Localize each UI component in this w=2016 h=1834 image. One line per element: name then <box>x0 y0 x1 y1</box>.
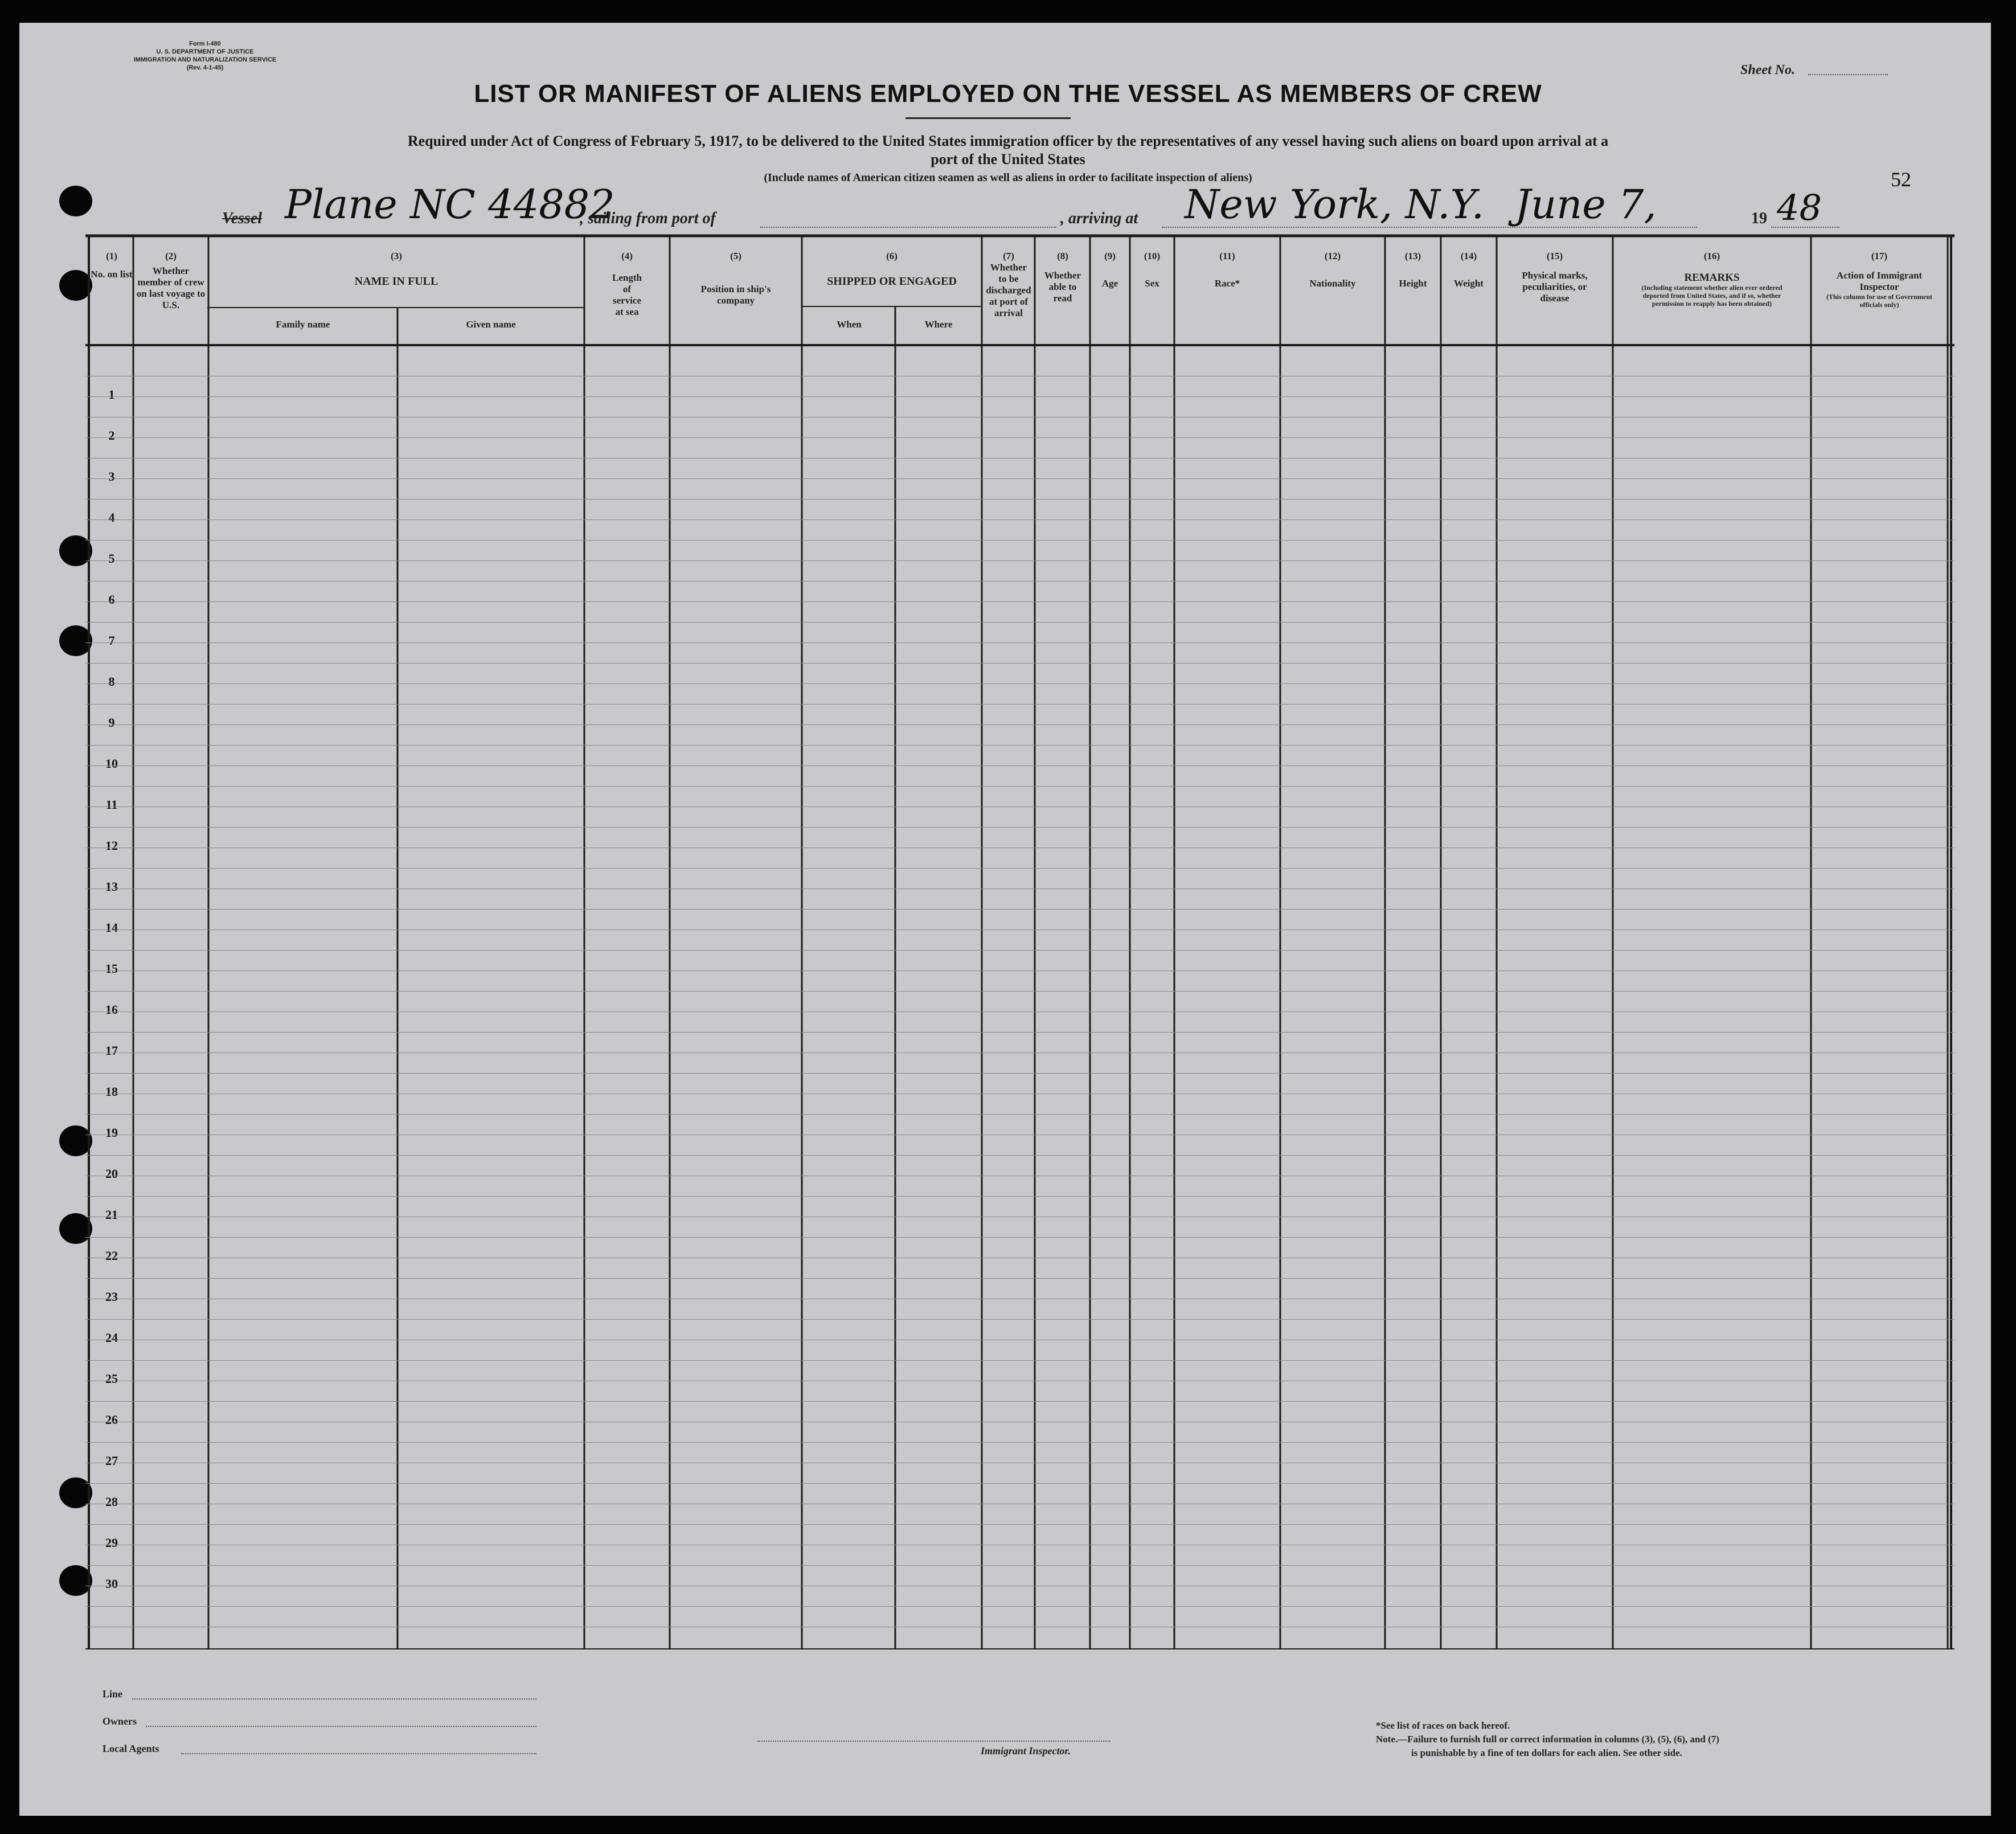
row-number: 15 <box>105 961 118 976</box>
crew-manifest-table <box>85 234 1954 1649</box>
row-number: 13 <box>105 879 118 894</box>
row-number: 20 <box>105 1166 118 1181</box>
table-row[interactable] <box>85 1606 1954 1607</box>
row-number: 18 <box>105 1084 118 1099</box>
punch-hole <box>59 186 92 216</box>
local-agents-field[interactable] <box>181 1753 536 1754</box>
col11-label: Race* <box>1214 278 1240 289</box>
table-row[interactable] <box>85 437 1954 438</box>
table-row[interactable] <box>85 581 1954 582</box>
owners-field[interactable] <box>146 1726 536 1727</box>
table-row[interactable] <box>85 950 1954 951</box>
col16-header: (16) REMARKS (Including statement whether alien ever ordered deported from United States, and if so, whether permission to reapply has been obtained) <box>1614 251 1810 308</box>
table-row[interactable] <box>85 1237 1954 1238</box>
table-row[interactable] <box>85 1073 1954 1074</box>
table-row[interactable] <box>85 1155 1954 1156</box>
row-number: 29 <box>105 1536 118 1550</box>
row-number: 10 <box>105 756 118 771</box>
col9-header: (9) Age <box>1091 251 1129 289</box>
row-number: 26 <box>105 1413 118 1427</box>
col8-header: (8) Whether able to read <box>1036 251 1089 304</box>
col3-label: NAME IN FULL <box>354 275 439 288</box>
penalty-note-line2: is punishable by a fine of ten dollars for each alien. See other side. <box>1411 1747 1682 1758</box>
col4-label: Length of service at sea <box>612 272 642 317</box>
col2-header: (2) Whether member of crew on last voyage to U.S. <box>134 251 207 311</box>
row-number: 27 <box>105 1454 118 1468</box>
row-number: 19 <box>105 1125 118 1140</box>
department-name: U. S. DEPARTMENT OF JUSTICE <box>156 48 254 55</box>
penalty-note-line1: Note.—Failure to furnish full or correct information in columns (3), (5), (6), and (7) <box>1376 1734 1719 1745</box>
table-row[interactable] <box>85 499 1954 500</box>
table-row[interactable] <box>85 1319 1954 1320</box>
table-row[interactable] <box>85 396 1954 397</box>
page-number: 52 <box>1891 168 1911 191</box>
table-row[interactable] <box>85 1483 1954 1484</box>
col17-note: (This column for use of Government officials only) <box>1826 293 1933 309</box>
col14-label: Weight <box>1454 278 1484 289</box>
table-row[interactable] <box>85 1278 1954 1279</box>
title-underline <box>905 117 1071 119</box>
table-row[interactable] <box>85 1524 1954 1525</box>
vessel-label: Vessel <box>222 210 262 227</box>
col15-header: (15) Physical marks, peculiarities, or disease <box>1498 251 1612 304</box>
row-number: 23 <box>105 1289 118 1304</box>
row-number: 2 <box>108 428 115 443</box>
row-number: 17 <box>105 1043 118 1058</box>
col16-label: REMARKS <box>1684 272 1740 284</box>
col13-header: (13) Height <box>1386 251 1440 289</box>
col12-header: (12) Nationality <box>1281 251 1384 289</box>
row-number: 24 <box>105 1331 118 1345</box>
subtitle-line2: port of the United States <box>931 151 1085 167</box>
table-row[interactable] <box>85 1032 1954 1033</box>
col12-label: Nationality <box>1309 278 1356 289</box>
inspector-signature-field[interactable] <box>757 1741 1111 1742</box>
service-name: IMMIGRATION AND NATURALIZATION SERVICE <box>133 56 277 63</box>
col2-label: Whether member of crew on last voyage to U.S. <box>136 265 206 310</box>
row-number: 9 <box>108 715 115 730</box>
row-number: 5 <box>108 551 115 566</box>
page-title: LIST OR MANIFEST OF ALIENS EMPLOYED ON THE VESSEL AS MEMBERS OF CREW <box>474 80 1542 108</box>
row-number: 25 <box>105 1372 118 1386</box>
row-number: 8 <box>108 674 115 689</box>
col7-label: Whether to be discharged at port of arrival <box>986 262 1031 318</box>
row-number: 3 <box>108 469 115 484</box>
row-number: 1 <box>108 387 115 402</box>
table-row[interactable] <box>85 519 1954 520</box>
col11-header: (11) Race* <box>1175 251 1279 289</box>
col4-header: (4) Length of service at sea <box>585 251 669 318</box>
family-name-header: Family name <box>276 319 330 330</box>
row-number: 21 <box>105 1207 118 1222</box>
row-number: 4 <box>108 510 115 525</box>
sailing-label: , sailing from port of <box>580 210 716 227</box>
form-revision: (Rev. 4-1-45) <box>186 64 224 71</box>
row-number: 16 <box>105 1002 118 1017</box>
table-row[interactable] <box>85 560 1954 561</box>
immigrant-inspector-label: Immigrant Inspector. <box>981 1745 1071 1757</box>
col6-label: SHIPPED OR ENGAGED <box>827 275 957 288</box>
table-row[interactable] <box>85 458 1954 459</box>
table-row[interactable] <box>85 704 1954 705</box>
race-note: *See list of races on back hereof. <box>1376 1720 1510 1731</box>
where-header: Where <box>924 319 953 330</box>
row-number: 6 <box>108 592 115 607</box>
table-row[interactable] <box>85 663 1954 664</box>
table-row[interactable] <box>85 1442 1954 1443</box>
year-prefix: 19 <box>1751 210 1767 227</box>
col16-note: (Including statement whether alien ever ordered deported from United States, and if so, whether permission to reapply has been obtained) <box>1641 284 1783 308</box>
when-header: When <box>837 319 862 330</box>
table-row[interactable] <box>85 1565 1954 1566</box>
sheet-number-label: Sheet No. <box>1740 63 1795 77</box>
col13-label: Height <box>1399 278 1427 289</box>
subtitle-note: (Include names of American citizen seamen as well as aliens in order to facilitate inspection of aliens) <box>764 171 1252 184</box>
col1-label: No. on list <box>91 269 133 280</box>
col17-label: Action of Immigrant Inspector <box>1836 270 1923 292</box>
table-row[interactable] <box>85 1401 1954 1402</box>
subtitle-line1: Required under Act of Congress of February 5, 1917, to be delivered to the United States immigration officer by the representatives of any vessel having such aliens on board upon arrival at a <box>407 133 1609 149</box>
local-agents-label: Local Agents <box>103 1743 159 1754</box>
col10-header: (10) Sex <box>1131 251 1173 289</box>
col17-header: (17) Action of Immigrant Inspector (This column for use of Government officials only) <box>1812 251 1947 309</box>
given-name-header: Given name <box>466 319 516 330</box>
table-grid <box>85 234 1954 1649</box>
table-row[interactable] <box>85 991 1954 992</box>
table-row[interactable] <box>85 683 1954 684</box>
sheet-number-field[interactable] <box>1808 74 1888 75</box>
sailing-from-field[interactable] <box>760 227 1056 228</box>
arriving-label: , arriving at <box>1060 210 1138 227</box>
table-row[interactable] <box>85 868 1954 869</box>
row-number: 30 <box>105 1577 118 1591</box>
col5-header: (5) Position in ship's company <box>671 251 801 306</box>
table-row[interactable] <box>85 765 1954 766</box>
table-row[interactable] <box>85 724 1954 725</box>
table-row[interactable] <box>85 1360 1954 1361</box>
table-row[interactable] <box>85 909 1954 910</box>
row-number: 11 <box>105 797 118 812</box>
col6-header: (6) SHIPPED OR ENGAGED <box>803 251 981 287</box>
table-row[interactable] <box>85 1114 1954 1115</box>
col10-label: Sex <box>1145 278 1159 289</box>
row-number: 14 <box>105 920 118 935</box>
owners-label: Owners <box>103 1716 137 1727</box>
table-row[interactable] <box>85 642 1954 643</box>
table-row[interactable] <box>85 745 1954 746</box>
form-number: Form I-480 <box>189 40 221 47</box>
col3-header: (3) NAME IN FULL <box>210 251 583 287</box>
line-label: Line <box>103 1688 123 1700</box>
col14-header: (14) Weight <box>1442 251 1495 289</box>
row-number: 7 <box>108 633 115 648</box>
row-number: 28 <box>105 1495 118 1509</box>
row-number: 12 <box>105 838 118 853</box>
arriving-at-value: New York, N.Y. <box>1185 181 1484 228</box>
col9-label: Age <box>1101 278 1118 289</box>
arrival-date-value[interactable]: June 7, <box>1515 181 1657 228</box>
col8-label: Whether able to read <box>1044 270 1081 304</box>
table-row[interactable] <box>85 601 1954 602</box>
arrival-year-value: 48 <box>1777 187 1822 228</box>
table-row[interactable] <box>85 540 1954 541</box>
row-number: 22 <box>105 1248 118 1263</box>
table-row[interactable] <box>85 786 1954 787</box>
table-row[interactable] <box>85 827 1954 828</box>
col1-header: (1) No. on list <box>91 251 133 280</box>
line-field[interactable] <box>132 1698 536 1700</box>
form-identification <box>85 40 325 72</box>
col5-label: Position in ship's company <box>700 284 771 306</box>
table-row[interactable] <box>85 1196 1954 1197</box>
table-row[interactable] <box>85 478 1954 479</box>
vessel-name-value[interactable]: Plane NC 44882 <box>285 181 615 228</box>
col7-header: (7) Whether to be discharged at port of arrival <box>983 251 1034 319</box>
col15-label: Physical marks, peculiarities, or disease <box>1522 270 1588 304</box>
table-row[interactable] <box>85 622 1954 623</box>
